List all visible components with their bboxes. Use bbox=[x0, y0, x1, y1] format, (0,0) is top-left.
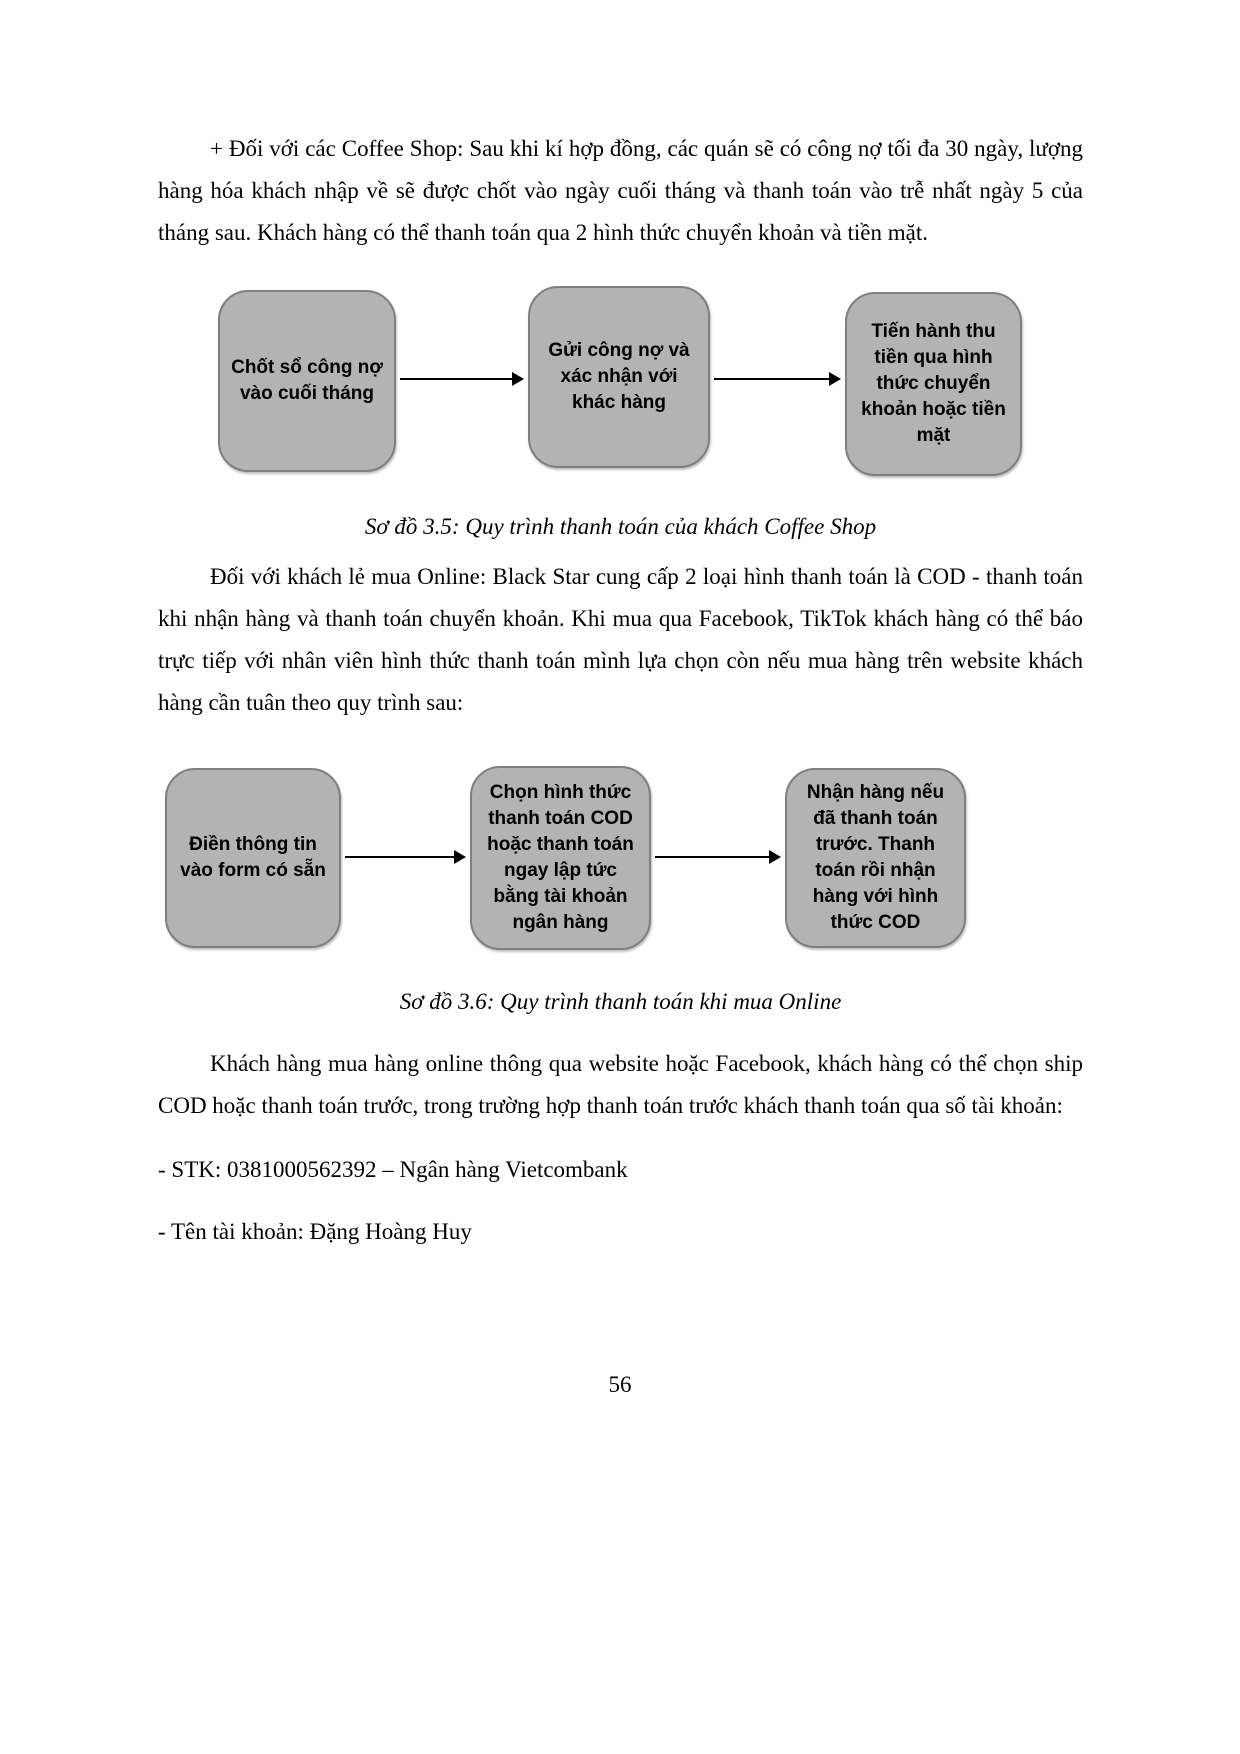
arrow-right-icon bbox=[400, 378, 522, 380]
flowchart-online-payment bbox=[158, 766, 1083, 951]
arrow-right-icon bbox=[345, 856, 464, 858]
flowchart-box-close-books: Chốt sổ công nợ vào cuối tháng bbox=[218, 290, 396, 472]
paragraph-online-payment-info: Khách hàng mua hàng online thông qua website hoặc Facebook, khách hàng có thể chọn ship COD hoặc thanh toán trước, trong trường hợp thanh toán trước khách thanh toán qua số tài khoản: bbox=[158, 1051, 1083, 1118]
flowchart-box-collect-payment: Tiến hành thu tiền qua hình thức chuyển khoản hoặc tiền mặt bbox=[845, 292, 1022, 476]
flowchart-box-fill-form: Điền thông tin vào form có sẵn bbox=[165, 768, 341, 948]
figure-caption-3-6: Sơ đồ 3.6: Quy trình thanh toán khi mua Online bbox=[399, 989, 842, 1014]
arrow-right-icon bbox=[714, 378, 839, 380]
figure-caption-3-5: Sơ đồ 3.5: Quy trình thanh toán của khách Coffee Shop bbox=[364, 514, 877, 539]
bank-account-number-line: - STK: 0381000562392 – Ngân hàng Vietcombank bbox=[158, 1157, 628, 1182]
arrow-right-icon bbox=[655, 856, 779, 858]
paragraph-online-retail: Đối với khách lẻ mua Online: Black Star cung cấp 2 loại hình thanh toán là COD - thanh toán khi nhận hàng và thanh toán chuyển khoản. Khi mua qua Facebook, TikTok khách hàng có thể báo trực tiếp với nhân viên hình thức thanh toán mình lựa chọn còn nếu mua hàng trên website khách hàng cần tuân theo quy trình sau: bbox=[158, 564, 1083, 715]
page-number: 56 bbox=[608, 1372, 632, 1397]
bank-account-name-line: - Tên tài khoản: Đặng Hoàng Huy bbox=[158, 1219, 472, 1244]
flowchart-box-send-confirm: Gửi công nợ và xác nhận với khác hàng bbox=[528, 286, 710, 468]
flowchart-coffee-shop-payment bbox=[158, 290, 1083, 480]
paragraph-coffee-shop-terms: + Đối với các Coffee Shop: Sau khi kí hợp đồng, các quán sẽ có công nợ tối đa 30 ngày, lượng hàng hóa khách nhập về sẽ được chốt vào ngày cuối tháng và thanh toán vào trễ nhất ngày 5 của tháng sau. Khách hàng có thể thanh toán qua 2 hình thức chuyển khoản và tiền mặt. bbox=[158, 136, 1083, 245]
flowchart-box-choose-payment: Chọn hình thức thanh toán COD hoặc thanh toán ngay lập tức bằng tài khoản ngân hàng bbox=[470, 766, 651, 950]
flowchart-box-receive-goods: Nhận hàng nếu đã thanh toán trước. Thanh toán rồi nhận hàng với hình thức COD bbox=[785, 768, 966, 948]
